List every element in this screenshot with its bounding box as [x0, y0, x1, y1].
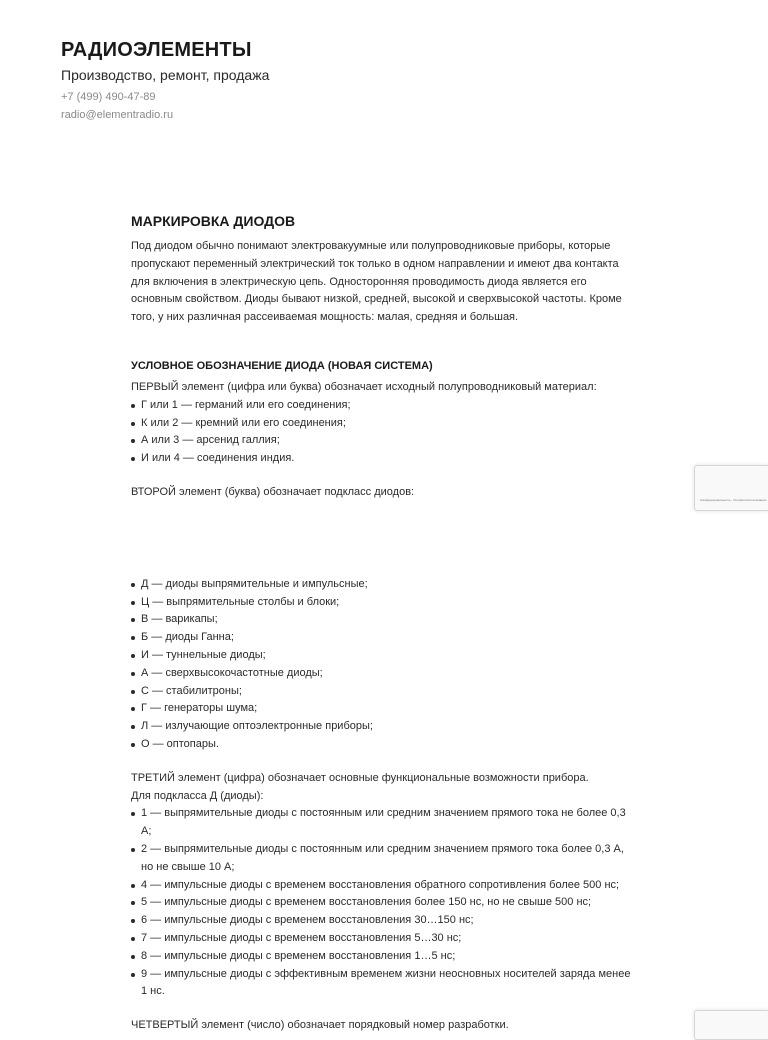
site-title[interactable]: РАДИОЭЛЕМЕНТЫ [61, 39, 252, 61]
list-item: 1 — выпрямительные диоды с постоянным или средним значением прямого тока не более 0,3 А; [141, 805, 637, 841]
third-element-text: ТРЕТИЙ элемент (цифра) обозначает основные функциональные возможности прибора. [131, 771, 589, 784]
list-item: 5 — импульсные диоды с временем восстановления более 150 нс, но не свыше 500 нс; [141, 894, 637, 912]
subclass-d-text: Для подкласса Д (диоды): [131, 789, 264, 802]
list-item: Г — генераторы шума; [141, 700, 637, 718]
list-item: В — варикапы; [141, 611, 637, 629]
list-item: А — сверхвысокочастотные диоды; [141, 665, 637, 683]
phone-link[interactable]: +7 (499) 490-47-89 [61, 91, 156, 103]
list-item: А или 3 — арсенид галлия; [141, 432, 637, 450]
list-item: И — туннельные диоды; [141, 647, 637, 665]
recaptcha-badge-secondary[interactable] [694, 1010, 768, 1040]
article-intro: Под диодом обычно понимают электровакуумные или полупроводниковые приборы, которые пропускают переменный электрический ток только в одном направлении и имеют два контакта для включения в электрическую цепь. Односторонняя проводимость диода является его основным свойством. Диоды бывают низкой, средней, высокой и сверхвысокой частоты. Кроме того, у них различная рассеиваемая мощность: малая, средняя и большая. [131, 240, 622, 324]
site-tagline: Производство, ремонт, продажа [61, 67, 270, 83]
list-item: О — оптопары. [141, 736, 637, 754]
list-item: Л — излучающие оптоэлектронные приборы; [141, 718, 637, 736]
list-item: К или 2 — кремний или его соединения; [141, 415, 637, 433]
contact-block [61, 88, 661, 124]
list-item: 6 — импульсные диоды с временем восстановления 30…150 нс; [141, 912, 637, 930]
subclasses-list [131, 576, 637, 754]
recaptcha-badge[interactable] [694, 465, 768, 511]
email-link[interactable]: radio@elementradio.ru [61, 109, 174, 121]
list-item: 4 — импульсные диоды с временем восстановления обратного сопротивления более 500 нс; [141, 877, 637, 895]
list-item: Г или 1 — германий или его соединения; [141, 397, 637, 415]
list-item: 7 — импульсные диоды с временем восстановления 5…30 нс; [141, 930, 637, 948]
materials-list [131, 397, 637, 468]
article-title: МАРКИРОВКА ДИОДОВ [131, 213, 296, 229]
fourth-element-text: ЧЕТВЕРТЫЙ элемент (число) обозначает порядковый номер разработки. [131, 1019, 509, 1032]
first-element-text: ПЕРВЫЙ элемент (цифра или буква) обозначает исходный полупроводниковый материал: [131, 380, 597, 393]
recaptcha-terms-text[interactable]: Конфиденциальность - Условия использования [700, 498, 767, 502]
article [131, 212, 637, 1035]
list-item: 2 — выпрямительные диоды с постоянным или средним значением прямого тока более 0,3 А, но не свыше 10 А; [141, 841, 637, 877]
site-header [61, 38, 661, 124]
functions-list [131, 805, 637, 1001]
list-item: С — стабилитроны; [141, 683, 637, 701]
list-item: Ц — выпрямительные столбы и блоки; [141, 594, 637, 612]
list-item: 9 — импульсные диоды с эффективным временем жизни неосновных носителей заряда менее 1 нс. [141, 966, 637, 1002]
second-element-text: ВТОРОЙ элемент (буква) обозначает подкласс диодов: [131, 485, 415, 498]
list-item: И или 4 — соединения индия. [141, 450, 637, 468]
section-title: УСЛОВНОЕ ОБОЗНАЧЕНИЕ ДИОДА (НОВАЯ СИСТЕМА) [131, 359, 433, 372]
list-item: Б — диоды Ганна; [141, 629, 637, 647]
list-item: Д — диоды выпрямительные и импульсные; [141, 576, 637, 594]
list-item: 8 — импульсные диоды с временем восстановления 1…5 нс; [141, 948, 637, 966]
